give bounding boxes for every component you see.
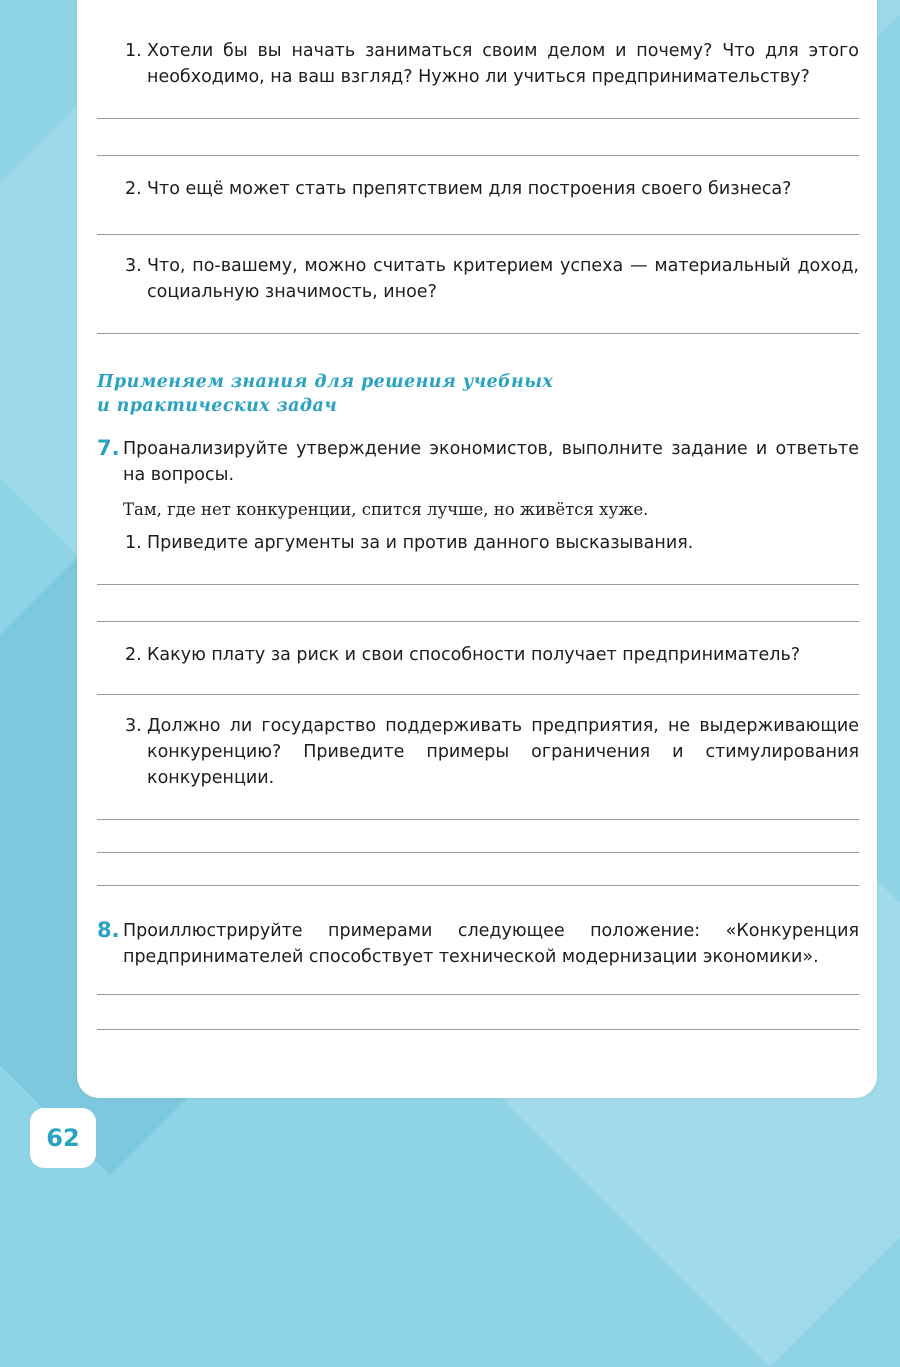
answer-line[interactable] — [97, 155, 859, 156]
question-3 — [97, 253, 859, 305]
question-number: 2. — [125, 645, 142, 665]
task-7 — [97, 436, 859, 488]
answer-line[interactable] — [97, 819, 859, 820]
question-text: Какую плату за риск и свои способности получает предприниматель? — [147, 645, 801, 665]
answer-line[interactable] — [97, 118, 859, 119]
task-number: 8. — [97, 918, 120, 942]
task-text: Проиллюстрируйте примерами следующее положение: «Конкуренция предпринимателей способствует технической модернизации экономики». — [123, 921, 859, 967]
task7-question-1 — [97, 530, 859, 556]
section-title-line: Применяем знания для решения учебных — [97, 372, 554, 392]
answer-line[interactable] — [97, 621, 859, 622]
answer-line[interactable] — [97, 852, 859, 853]
task-quote: Там, где нет конкуренции, спится лучше, но живётся хуже. — [123, 500, 649, 519]
section-title — [97, 370, 859, 418]
section-title-line: и практических задач — [97, 396, 338, 416]
question-1 — [97, 38, 859, 90]
question-2 — [97, 176, 859, 202]
question-text: Хотели бы вы начать заниматься своим делом и почему? Что для этого необходимо, на ваш взгляд? Нужно ли учиться предпринимательству? — [147, 41, 859, 87]
question-number: 2. — [125, 179, 142, 199]
question-number: 3. — [125, 716, 142, 736]
task-text: Проанализируйте утверждение экономистов, выполните задание и ответьте на вопросы. — [123, 439, 859, 485]
task-number: 7. — [97, 436, 120, 460]
question-text: Что, по-вашему, можно считать критерием успеха — материальный доход, социальную значимость, иное? — [147, 256, 859, 302]
question-text: Что ещё может стать препятствием для построения своего бизнеса? — [147, 179, 792, 199]
answer-line[interactable] — [97, 694, 859, 695]
question-number: 3. — [125, 256, 142, 276]
answer-line[interactable] — [97, 584, 859, 585]
answer-line[interactable] — [97, 234, 859, 235]
question-number: 1. — [125, 533, 142, 553]
question-text: Должно ли государство поддерживать предприятия, не выдерживающие конкуренцию? Приведите примеры ограничения и стимулирования конкуренции. — [147, 716, 859, 788]
sheet-content — [97, 38, 859, 1030]
task7-question-2 — [97, 642, 859, 668]
answer-line[interactable] — [97, 994, 859, 995]
answer-line[interactable] — [97, 885, 859, 886]
question-text: Приведите аргументы за и против данного высказывания. — [147, 533, 694, 553]
question-number: 1. — [125, 41, 142, 61]
workbook-sheet — [77, 0, 877, 1098]
page-number: 62 — [30, 1108, 96, 1168]
answer-line[interactable] — [97, 1029, 859, 1030]
task7-question-3 — [97, 713, 859, 791]
answer-line[interactable] — [97, 333, 859, 334]
task-8 — [97, 918, 859, 970]
